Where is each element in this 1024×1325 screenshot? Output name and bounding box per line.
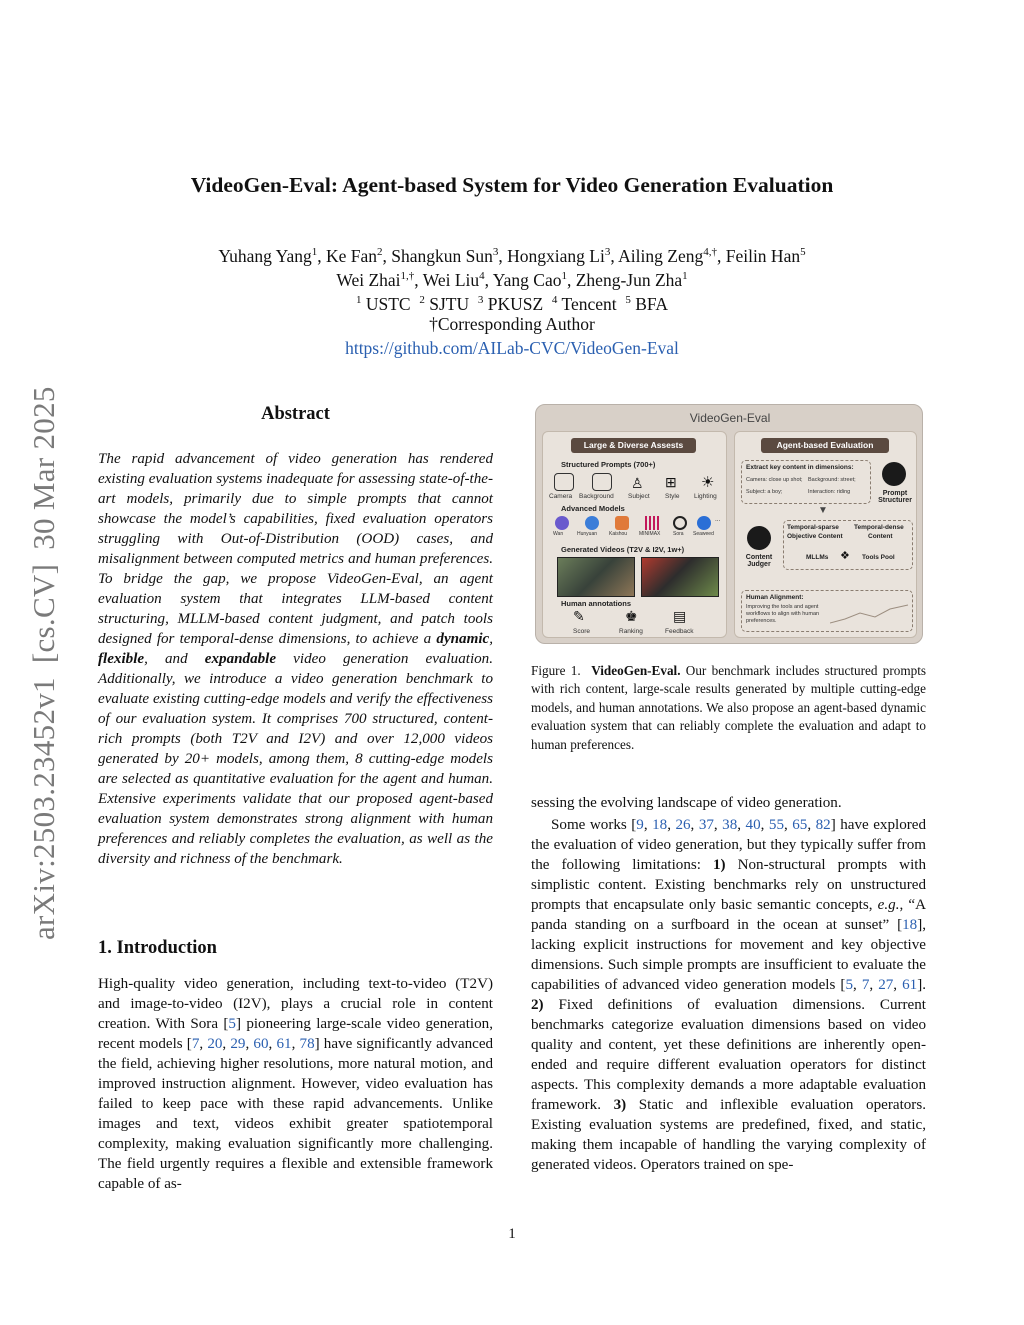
citation[interactable]: 26 [675,817,691,833]
author: Wei Zhai$^{1,\dagger}$ [336,269,415,290]
feedback-icon: ▤ [673,608,687,624]
abstract-text: The rapid advancement of video generation has rendered existing evaluation systems inadequate for assessing state-of-the-art models, primarily due to simple prompts that cannot showcase the model’s capabilities, fixed evaluation operators struggling with Out-of-Distribution (OOD) cases, and misalignment between computed metrics and human preferences. To bridge the gap, we propose VideoGen-Eval, an agent evaluation system that integrates LLM-based content structuring, MLLM-based content judgment, and patch tools designed for temporal-dense dimensions, to achieve a dynamic, flexible, and expandable video generation evaluation. Additionally, we introduce a video generation benchmark to evaluate existing cutting-edge models and verify the effectiveness of our evaluation system. It comprises 700 structured, content-rich prompts (both T2V and I2V) and over 12,000 videos generated by 20+ models, among them, 8 cutting-edge models are selected as quantitative evaluation for the agent and human. Extensive experiments validate that our proposed agent-based evaluation system demonstrates strong alignment with human preferences and reliably completes the evaluation, as well as the diversity and richness of the benchmark. [98,451,493,867]
author: Hongxiang Li$^3$ [507,245,611,266]
extract-item: Background: street; [808,477,856,483]
github-line [0,336,1024,360]
author: Ke Fan$^2$ [326,245,383,266]
intro-paragraph-1: High-quality video generation, including text-to-video (T2V) and image-to-video (I2V), plays a crucial role in content creation. With Sora [5] pioneering large-scale video generation, recent models [7, 20, 29, 60, 61, 78] have significantly advanced the field, achieving higher resolutions, more natural motion, and improved instruction alignment. However, video evaluation has failed to keep pace with these rapid advancements. Unlike images and text, videos exhibit greater spatiotemporal complexity, making evaluation significantly more challenging. The field urgently requires a flexible and extensible framework capable of as- [98,976,494,1192]
intro-continuation: sessing the evolving landscape of video generation. [531,795,842,811]
citation[interactable]: 5 [228,1016,236,1032]
citation[interactable]: 37 [698,817,714,833]
agent-panel [734,431,917,638]
annotation-label: Feedback [665,628,694,635]
more-models: ... [715,516,721,523]
tools-pool-label: Tools Pool [862,554,895,561]
citation[interactable]: 18 [652,817,668,833]
judger-brain-icon [747,526,771,550]
trophy-icon: ♚ [625,608,638,624]
author: Feilin Han$^5$ [725,245,806,266]
content-label: Content [868,533,893,540]
model-name: Wan [553,531,564,537]
citation[interactable]: 5 [845,977,853,993]
model-logo [697,516,711,530]
prompt-icons-row [549,473,724,501]
alignment-plot-icon [830,599,910,627]
human-alignment-title: Human Alignment: [746,594,804,601]
author: Wei Liu$^4$ [422,269,485,290]
model-logo [673,516,687,530]
prompt-icon-label: Style [665,493,680,500]
judger-box [783,520,913,570]
model-name: Sora [673,531,684,537]
prompt-icon-label: Background [579,493,614,500]
affiliations: $^1$ USTC $^2$ SJTU $^3$ PKUSZ $^4$ Tencent $^5$ BFA [356,293,668,314]
author: Yuhang Yang$^1$ [218,245,318,266]
citation[interactable]: 60 [253,1036,269,1052]
author: Yang Cao$^1$ [492,269,567,290]
mllms-label: MLLMs [806,554,829,561]
authors-line-1: Yuhang Yang$^1$, Ke Fan$^2$, Shangkun Sun$^3$, Hongxiang Li$^3$, Ailing Zeng$^{4,\dagger}$, Feilin Han$^5$ [218,245,806,266]
model-logos-row [549,516,724,542]
temporal-sparse-label: Temporal-sparse [787,524,839,531]
intro-paragraph-2: Some works [9, 18, 26, 37, 38, 40, 55, 65, 82] have explored the evaluation of video generation, but they typically suffer from the following limitations: 1) Non-structural prompts with simplistic content. Existing benchmarks rely on unstructured prompts that encapsulate only basic semantic concepts, e.g., “A panda standing on a surfboard in the ocean at sunset” [18], lacking explicit instructions for movement and key objective dimensions. Such simple prompts are insufficient to evaluate the capabilities of advanced video generation models [5, 7, 27, 61]. 2) Fixed definitions of evaluation dimensions. Current benchmarks categorize evaluation dimensions based on video quality and content, yet these definitions are inherently open-ended and require different evaluation operators for distinct aspects. This complexity demands a more adaptable evaluation framework. 3) Static and inflexible evaluation operators. Existing evaluation systems are predefined, fixed, and static, making them incapable of handling the varying complexity of generated videos. Operators trained on spe- [531,817,927,1173]
citation[interactable]: 61 [902,977,918,993]
content-judger-label: Content Judger [745,554,773,568]
citation[interactable]: 38 [722,817,738,833]
author: Zheng-Jun Zha$^1$ [575,269,688,290]
citation[interactable]: 55 [768,817,784,833]
model-name: Seaweed [693,531,714,537]
human-alignment-text: Improving the tools and agent workflows to align with human preferences. [746,604,820,624]
style-icon: ⊞ [665,474,677,490]
assets-panel [542,431,727,638]
page-number: 1 [508,1226,516,1242]
extract-item: Subject: a boy; [746,489,783,495]
arxiv-stamp [26,372,62,940]
model-name: Kaishou [609,531,628,537]
citation[interactable]: 82 [815,817,831,833]
lighting-icon: ☀ [701,474,715,491]
subject-icon: ♙ [631,475,644,491]
prompt-structurer-label: Prompt Structurer [878,490,912,504]
extract-item: Interaction: riding [808,489,851,495]
extract-item: Camera: close up shot; [746,477,803,483]
citation[interactable]: 7 [191,1036,200,1052]
arrow-down-icon: ▼ [818,505,828,516]
paper-title: VideoGen-Eval: Agent-based System for Video Generation Evaluation [190,173,834,197]
extract-title: Extract key content in dimensions: [746,464,854,471]
model-logo [615,516,629,530]
human-alignment-box [741,590,913,632]
citation[interactable]: 61 [276,1036,292,1052]
arxiv-id: arXiv:2503.23452v1 [26,677,61,940]
citation[interactable]: 65 [792,817,808,833]
prompt-icon-label: Camera [549,493,573,500]
intro-heading: 1. Introduction [98,938,217,958]
video-thumbnail-strip [641,557,719,597]
objective-content-label: Objective Content [787,533,843,540]
model-logo [645,516,661,530]
annotation-label: Ranking [619,628,643,635]
tools-icon: ❖ [840,550,850,562]
image-icon [592,473,612,491]
generated-videos-label: Generated Videos (T2V & I2V, 1w+) [561,545,685,554]
brain-icon [882,462,906,486]
structured-prompts-label: Structured Prompts (700+) [561,460,656,469]
citation[interactable]: 29 [230,1036,246,1052]
author: Shangkun Sun$^3$ [391,245,499,266]
author: Ailing Zeng$^{4,\dagger}$ [618,245,717,266]
video-thumbnail-strip [557,557,635,597]
citation[interactable]: 20 [207,1036,223,1052]
model-name: Hunyuan [577,531,598,537]
figure-1 [535,404,923,644]
advanced-models-label: Advanced Models [561,504,625,513]
figure-title: VideoGen-Eval [689,411,771,425]
citation[interactable]: 27 [878,977,894,993]
citation[interactable]: 78 [299,1036,315,1052]
human-annotations-label: Human annotations [561,599,632,608]
model-name: MINIMAX [639,531,661,537]
model-logo [585,516,599,530]
model-logo [555,516,569,530]
assets-pill: Large & Diverse Assests [571,438,696,453]
authors-line-2: Wei Zhai$^{1,\dagger}$, Wei Liu$^4$, Yang Cao$^1$, Zheng-Jun Zha$^1$ [336,269,688,290]
citation[interactable]: 9 [636,817,644,833]
citation[interactable]: 7 [861,977,870,993]
annotation-label: Score [573,628,590,635]
agent-pill: Agent-based Evaluation [761,438,889,453]
score-icon: ✎ [573,608,585,624]
camera-icon [554,473,574,491]
extract-box [741,460,871,504]
prompt-icon-label: Subject [628,493,650,500]
figure-caption: Figure 1. VideoGen-Eval. Our benchmark includes structured prompts with rich content, large-scale results generated by multiple cutting-edge models, and human annotations. We also propose an agent-based dynamic evaluation system that can reliably complete the evaluation and adapt to human preferences. [531,663,927,752]
prompt-icon-label: Lighting [694,493,717,500]
github-link[interactable]: https://github.com/AILab-CVC/VideoGen-Eval [345,338,679,358]
temporal-dense-label: Temporal-dense [854,524,904,531]
citation[interactable]: 40 [745,817,761,833]
abstract-heading: Abstract [261,404,330,424]
arxiv-category: [cs.CV] [26,563,61,664]
citation[interactable]: 18 [902,917,918,933]
corresponding-author: †Corresponding Author [429,314,595,334]
arxiv-date: 30 Mar 2025 [26,386,61,550]
